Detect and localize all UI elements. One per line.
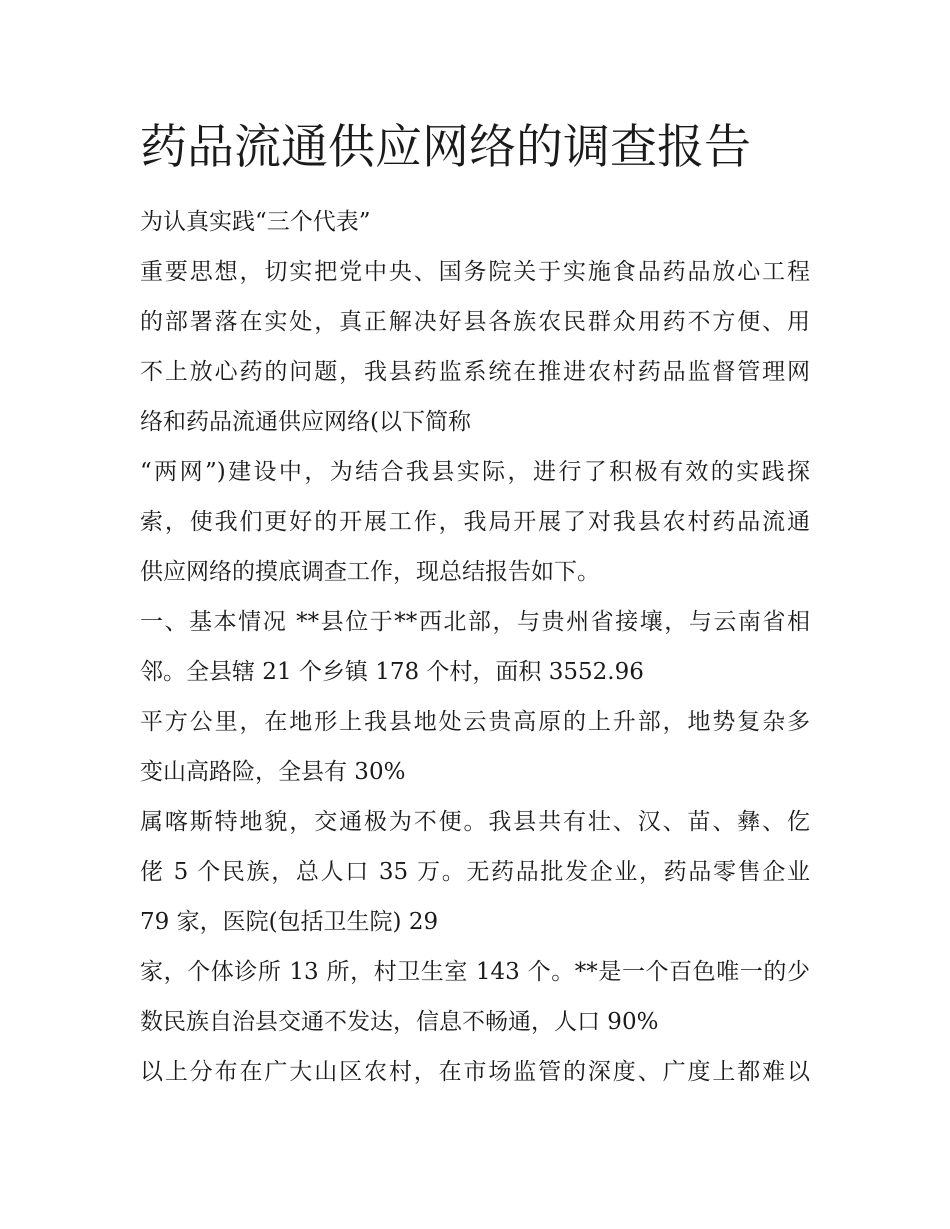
body-line: 79 家，医院(包括卫生院) 29 (140, 909, 439, 935)
body-line: “两网”)建设中，为结合我县实际，进行了积极有效的实践探 (140, 459, 810, 485)
body-line: 一、基本情况 **县位于**西北部，与贵州省接壤，与云南省相 (140, 609, 810, 635)
body-line: 邻。全县辖 21 个乡镇 178 个村，面积 3552.96 (140, 659, 644, 685)
body-line: 数民族自治县交通不发达，信息不畅通，人口 90% (140, 1009, 659, 1035)
body-line: 络和药品流通供应网络(以下简称 (140, 409, 471, 435)
body-line: 的部署落在实处，真正解决好县各族农民群众用药不方便、用 (140, 309, 810, 335)
body-line: 变山高路险，全县有 30% (140, 759, 406, 785)
body-line: 平方公里，在地形上我县地处云贵高原的上升部，地势复杂多 (140, 709, 810, 735)
body-line: 为认真实践“三个代表” (140, 209, 371, 235)
body-line: 属喀斯特地貌，交通极为不便。我县共有壮、汉、苗、彝、仡 (140, 809, 810, 835)
body-line: 家，个体诊所 13 所，村卫生室 143 个。**是一个百色唯一的少 (140, 959, 810, 985)
document-title: 药品流通供应网络的调查报告 (140, 120, 751, 175)
body-line: 重要思想，切实把党中央、国务院关于实施食品药品放心工程 (140, 259, 810, 285)
body-line: 索，使我们更好的开展工作，我局开展了对我县农村药品流通 (140, 509, 810, 535)
body-line: 佬 5 个民族，总人口 35 万。无药品批发企业，药品零售企业 (140, 859, 810, 885)
body-line: 供应网络的摸底调查工作，现总结报告如下。 (140, 559, 600, 585)
body-line: 不上放心药的问题，我县药监系统在推进农村药品监督管理网 (140, 359, 810, 385)
body-line: 以上分布在广大山区农村，在市场监管的深度、广度上都难以 (140, 1059, 810, 1085)
